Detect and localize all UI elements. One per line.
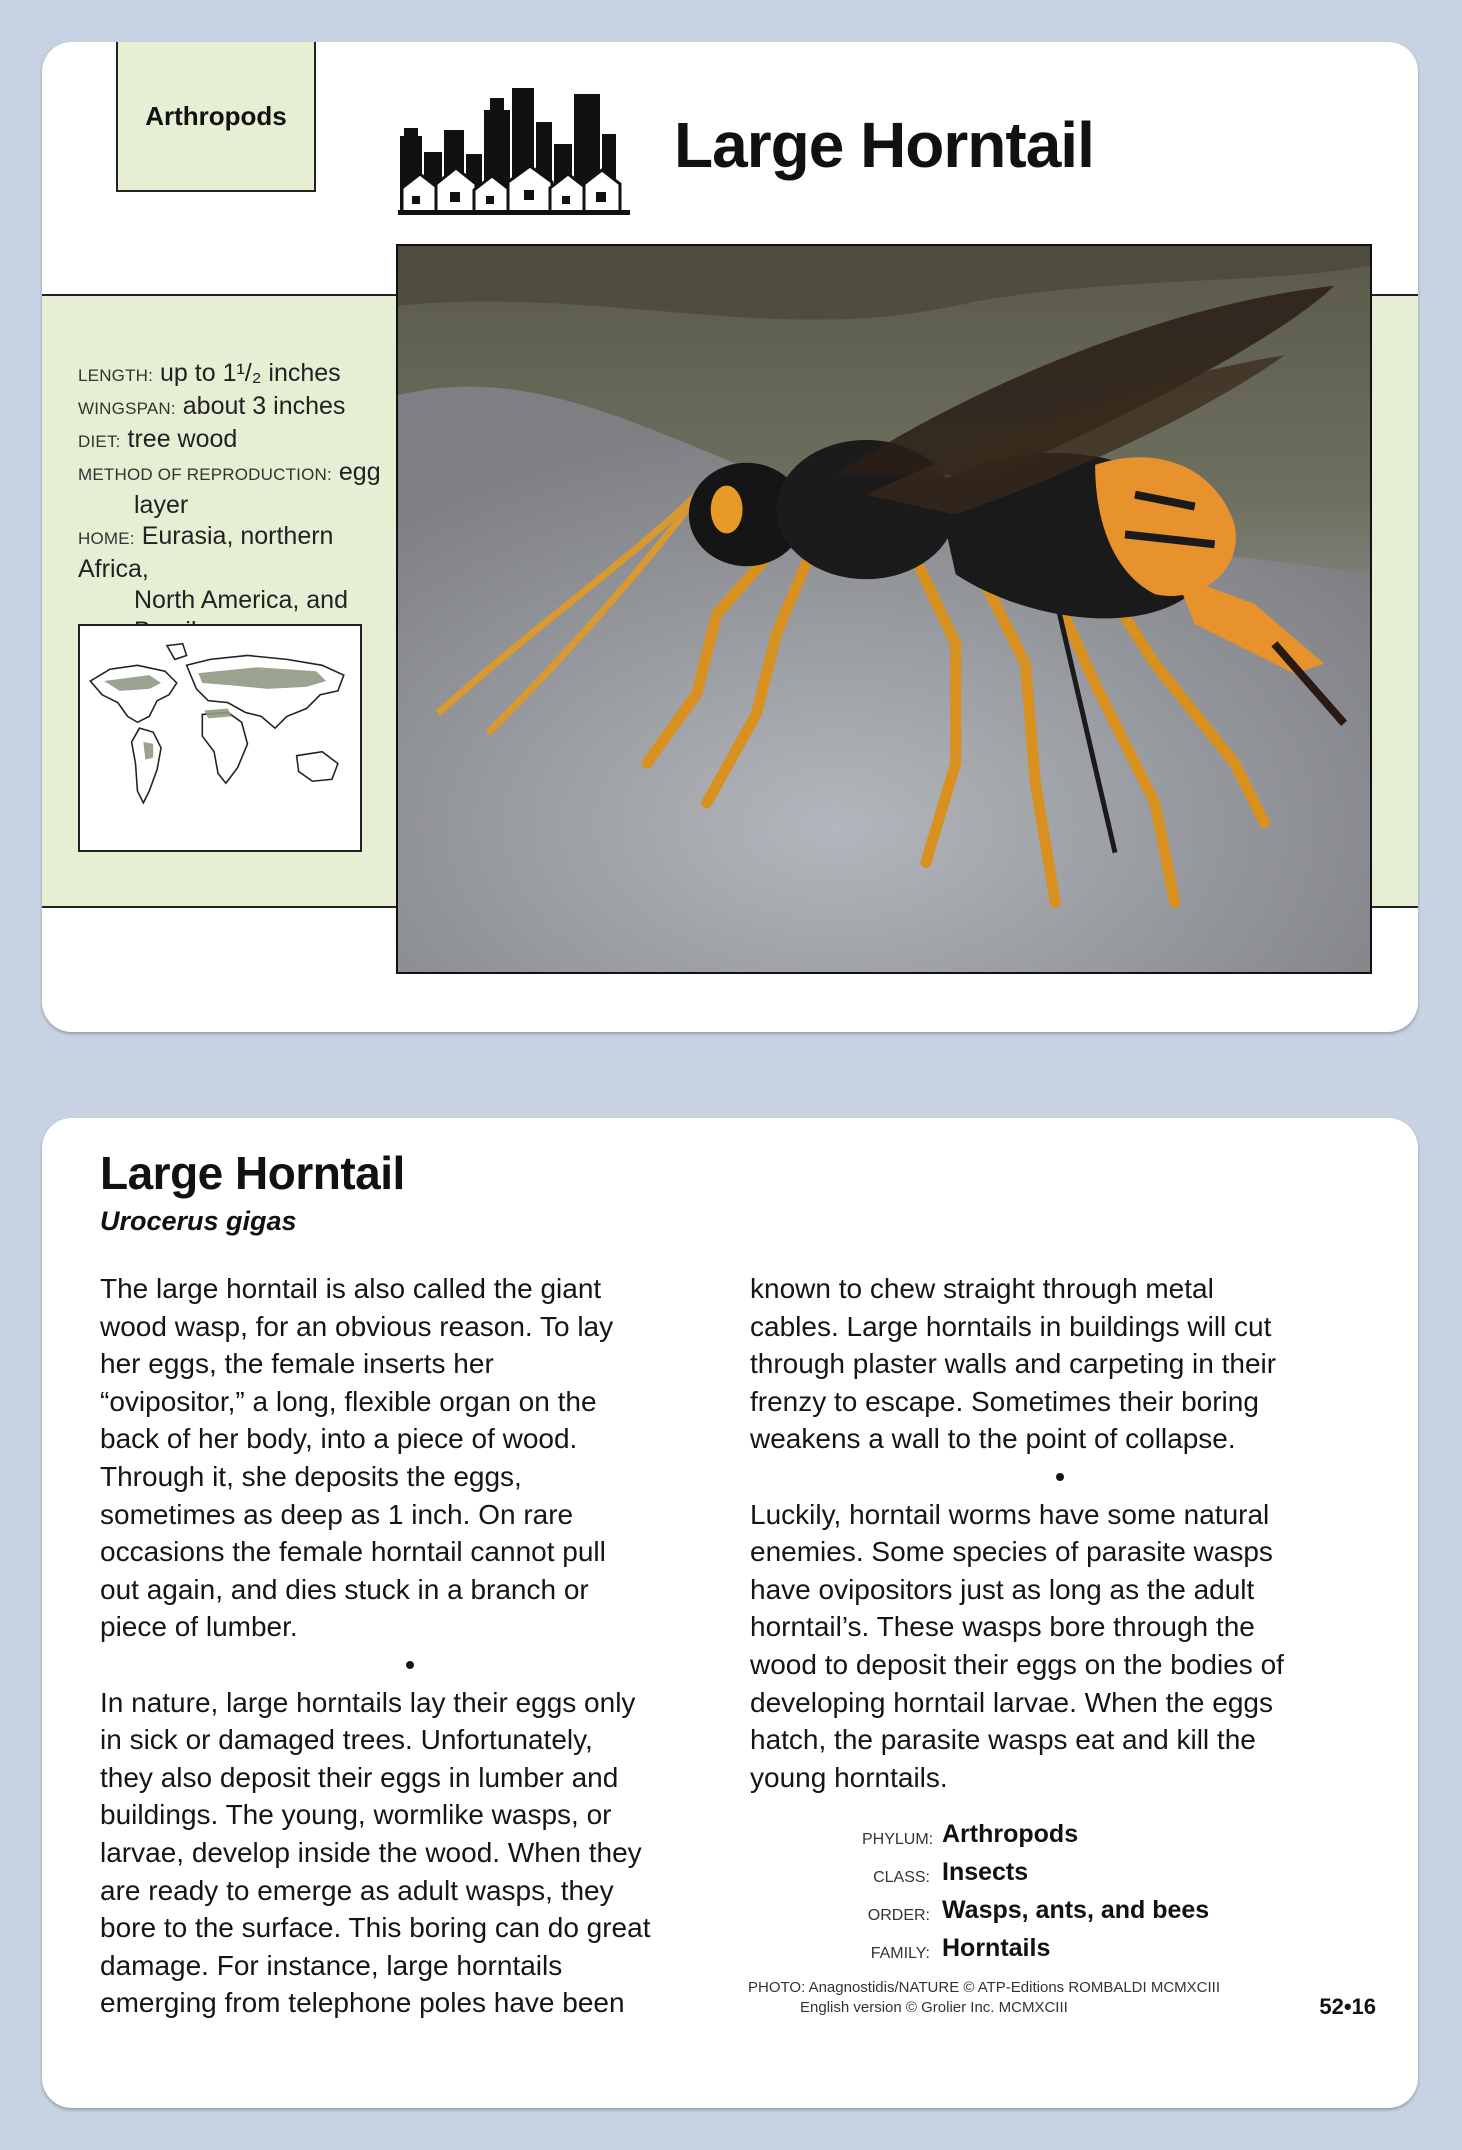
fact-reproduction: METHOD OF REPRODUCTION: egg xyxy=(78,458,381,486)
paragraph: In nature, large horntails lay their eggs only in sick or damaged trees. Unfortunately, they also deposit their eggs in lumber and buildings. The young, wormlike wasps, or larvae, develop inside the wood. When they are ready to emerge as adult wasps, they bore to the surface. This boring can do great damage. For instance, large horntails emerging from telephone poles have been xyxy=(100,1686,651,2019)
credits-line-1: PHOTO: Anagnostidis/NATURE © ATP-Editions ROMBALDI MCMXCIII xyxy=(748,1979,1221,1996)
horntail-wasp-illustration xyxy=(398,246,1370,972)
taxonomy-phylum: PHYLUM: Arthropods xyxy=(862,1820,1079,1848)
fact-length: LENGTH: up to 1¹/₂ inches xyxy=(78,359,341,387)
fact-reproduction-cont: layer xyxy=(134,491,189,519)
facts-list xyxy=(78,358,408,647)
text-column-right xyxy=(750,1270,1370,1796)
scientific-name: Urocerus gigas xyxy=(100,1206,297,1236)
range-map xyxy=(78,624,362,852)
front-card xyxy=(42,42,1418,1032)
paragraph-separator: • xyxy=(1055,1460,1065,1492)
paragraph: known to chew straight through metal cables. Large horntails in buildings will cut through plaster walls and carpeting in their frenzy to escape. Sometimes their boring weakens a wall to the point of collapse. xyxy=(750,1273,1277,1455)
paragraph: Luckily, horntail worms have some natural enemies. Some species of parasite wasps have ovipositors just as long as the adult horntail’s. These wasps bore through the wood to deposit their eggs on the bodies of developing horntail larvae. When the eggs hatch, the parasite wasps eat and kill the young horntails. xyxy=(750,1498,1284,1793)
text-column-left xyxy=(100,1270,720,2022)
fact-wingspan: WINGSPAN: about 3 inches xyxy=(78,392,346,420)
fact-home-cont-1: North America, and xyxy=(134,586,348,614)
fact-diet: DIET: tree wood xyxy=(78,425,238,453)
category-text: Arthropods xyxy=(145,100,287,131)
horntail-photo xyxy=(396,244,1372,974)
fact-home: HOME: Eurasia, northern Africa, xyxy=(78,522,334,583)
back-title: Large Horntail xyxy=(100,1147,405,1199)
taxonomy-table xyxy=(862,1818,1209,1970)
city-skyline-icon xyxy=(398,70,638,220)
paragraph: The large horntail is also called the giant wood wasp, for an obvious reason. To lay her eggs, the female inserts her “ovipositor,” a long, flexible organ on the back of her body, into a piece of wood. Through it, she deposits the eggs, sometimes as deep as 1 inch. On rare occasions the female horntail cannot pull out again, and dies stuck in a branch or piece of lumber. xyxy=(100,1273,614,1643)
taxonomy-order: ORDER: Wasps, ants, and bees xyxy=(867,1896,1210,1924)
photo-credits xyxy=(748,1978,1220,2018)
paragraph-separator: • xyxy=(405,1648,415,1680)
back-card xyxy=(42,1118,1418,2108)
world-map-icon xyxy=(80,626,360,850)
card-number: 52•16 xyxy=(1319,1994,1376,2019)
card-title: Large Horntail xyxy=(674,109,1094,181)
credits-line-2: English version © Grolier Inc. MCMXCIII xyxy=(800,1999,1068,2016)
taxonomy-class: CLASS: Insects xyxy=(873,1858,1029,1886)
category-label xyxy=(116,42,316,192)
taxonomy-family: FAMILY: Horntails xyxy=(870,1934,1051,1962)
